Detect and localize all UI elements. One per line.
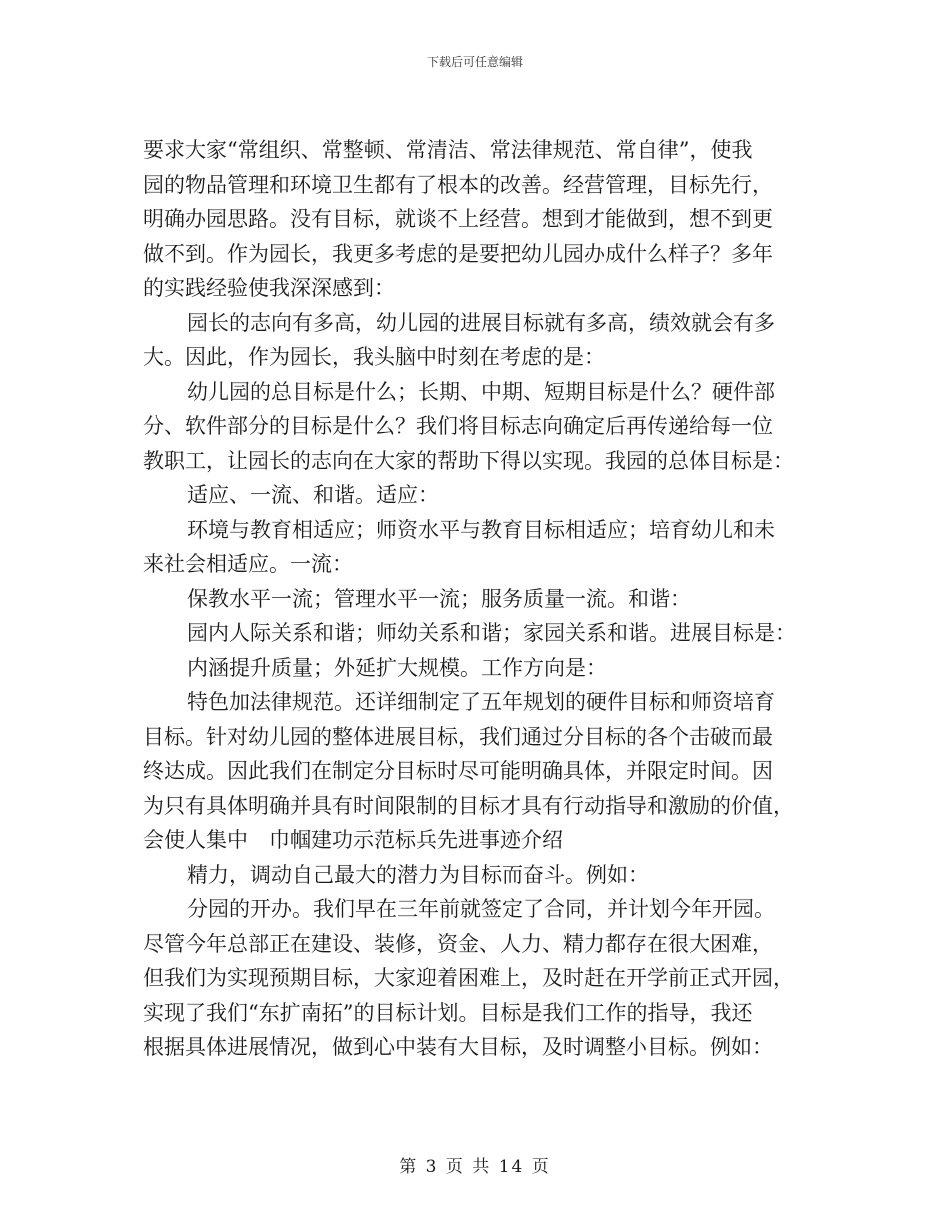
text-line: 大。因此，作为园长，我头脑中时刻在考虑的是：: [143, 345, 605, 369]
text-line: 要求大家“常组织、常整顿、常清洁、常法律规范、常自律”，使我: [143, 138, 753, 162]
text-line: 分、软件部分的目标是什么？我们将目标志向确定后再传递给每一位: [143, 414, 773, 438]
text-line: 终达成。因此我们在制定分目标时尽可能明确具体，并限定时间。因: [143, 759, 773, 783]
text-line: 来社会相适应。一流：: [143, 552, 353, 576]
text-line: 幼儿园的总目标是什么；长期、中期、短期目标是什么？硬件部: [187, 379, 775, 404]
text-line: 内涵提升质量；外延扩大规模。工作方向是：: [187, 655, 607, 680]
text-line: 实现了我们“东扩南拓”的目标计划。目标是我们工作的指导，我还: [143, 1000, 753, 1025]
text-line: 园的物品管理和环境卫生都有了根本的改善。经营管理，目标先行，: [143, 172, 773, 197]
text-line: 园内人际关系和谐；师幼关系和谐；家园关系和谐。进展目标是：: [187, 621, 796, 645]
text-line: 分园的开办。我们早在三年前就签定了合同，并计划今年开园。: [187, 897, 775, 921]
text-line: 尽管今年总部正在建设、装修，资金、人力、精力都存在很大困难，: [143, 931, 773, 956]
document-body: [143, 133, 805, 1065]
text-line: 做不到。作为园长，我更多考虑的是要把幼儿园办成什么样子？多年: [143, 241, 773, 266]
page-footer: 第 3 页 共 14 页: [399, 1157, 551, 1177]
text-line: 环境与教育相适应；师资水平与教育目标相适应；培育幼儿和未: [187, 517, 775, 542]
text-line: 精力，调动自己最大的潜力为目标而奋斗。例如：: [187, 862, 649, 887]
text-line: 适应、一流、和谐。适应：: [187, 483, 439, 507]
text-line: 为只有具体明确并具有时间限制的目标才具有行动指导和激励的价值，: [143, 793, 794, 818]
text-line: 明确办园思路。没有目标，就谈不上经营。想到才能做到，想不到更: [143, 207, 773, 231]
text-line: 保教水平一流；管理水平一流；服务质量一流。和谐：: [187, 586, 691, 611]
text-line: 但我们为实现预期目标，大家迎着困难上，及时赶在开学前正式开园，: [143, 966, 794, 990]
text-line: 目标。针对幼儿园的整体进展目标，我们通过分目标的各个击破而最: [143, 724, 773, 749]
text-line: 教职工，让园长的志向在大家的帮助下得以实现。我园的总体目标是：: [143, 448, 794, 473]
text-line: 的实践经验使我深深感到：: [143, 276, 395, 300]
page-header: 下载后可任意编辑: [426, 55, 523, 69]
text-line: 园长的志向有多高，幼儿园的进展目标就有多高，绩效就会有多: [187, 310, 775, 335]
text-line: 会使人集中 巾帼建功示范标兵先进事迹介绍: [143, 828, 563, 852]
text-line: 特色加法律规范。还详细制定了五年规划的硬件目标和师资培育: [187, 690, 775, 714]
text-line: 根据具体进展情况，做到心中装有大目标，及时调整小目标。例如：: [143, 1035, 773, 1059]
